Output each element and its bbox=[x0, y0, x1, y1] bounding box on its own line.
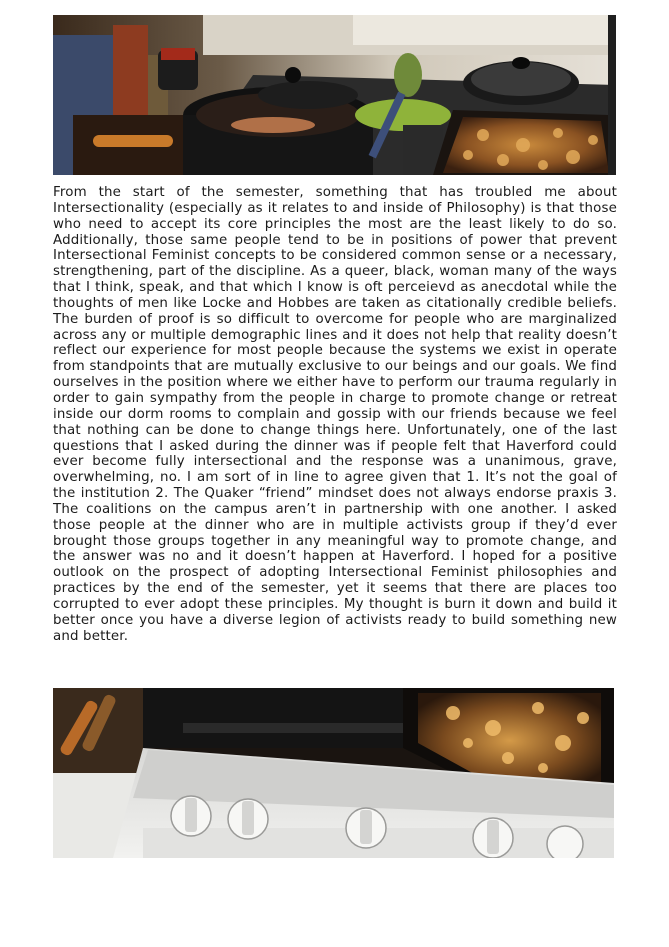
stovetop-image bbox=[53, 15, 616, 175]
stovetop-photo bbox=[53, 15, 616, 175]
stove-front-image bbox=[53, 688, 614, 858]
stove-front-photo bbox=[53, 688, 614, 858]
essay-paragraph: From the start of the semester, something that has troubled me about Intersectionality (especially as it relates to and inside of Philosophy) is that those who need to accept its core principles the most are the least likely to do so. Additionally, those same people tend to be in positions of power that prevent Intersectional Feminist concepts to be considered common sense or a necessary, strengthening, part of the discipline. As a queer, black, woman many of the ways that I think, speak, and that which I know is oft perceievd as anecdotal while the thoughts of men like Locke and Hobbes are taken as citationally credible beliefs. The burden of proof is so difficult to overcome for people who are marginalized across any or multiple demographic lines and it does not help that reality doesn’t reflect our experience for most people because the systems we exist in operate from standpoints that are mutually exclusive to our beings and our goals. We find ourselves in the position where we either have to perform our trauma regularly in order to gain sympathy from the people in charge to promote change or retreat inside our dorm rooms to complain and gossip with our friends because we feel that nothing can be done to change things here. Unfortunately, one of the last questions that I asked during the dinner was if people felt that Haverford could ever become fully intersectional and the response was a unanimous, grave, overwhelming, no. I am sort of in line to agree given that 1. It’s not the goal of the institution 2. The Quaker “friend” mindset does not always endorse praxis 3. The coalitions on the campus aren’t in partnership with one another. I asked those people at the dinner who are in multiple activists group if they’d ever brought those groups together in any meaningful way to promote change, and the answer was no and it doesn’t happen at Haverford. I hoped for a positive outlook on the prospect of adopting Intersectional Feminist philosophies and practices by the end of the semester, yet it seems that there are places too corrupted to ever adopt these principles. My thought is burn it down and build it better once you have a diverse legion of activists ready to build something new and better. bbox=[53, 185, 617, 644]
